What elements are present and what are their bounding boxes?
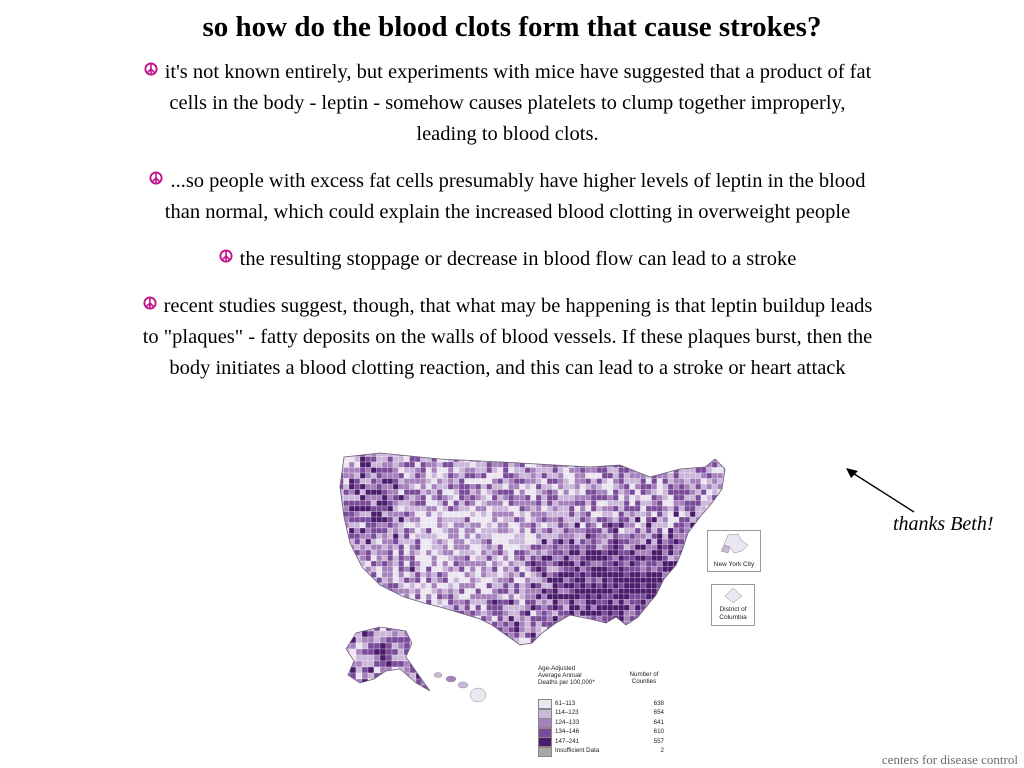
legend-range: 114–123 — [555, 709, 579, 716]
bullet-list — [140, 55, 875, 398]
legend-count: 610 — [653, 728, 664, 735]
peace-icon — [149, 164, 163, 178]
legend-count-header-line: Number of — [629, 671, 659, 678]
bullet-text: it's not known entirely, but experiments with mice have suggested that a product of fat cells in the body - leptin - somehow causes platelets to clump together improperly, leading to blood clots. — [164, 61, 872, 145]
legend-count-header-line: Counties — [631, 678, 657, 686]
legend-count: 641 — [653, 718, 664, 726]
bullet-item — [140, 164, 875, 228]
bullet-item — [140, 242, 875, 275]
legend-range: Insufficient Data — [555, 747, 600, 754]
nyc-label: New York City — [713, 561, 755, 568]
contiguous-us-counties — [338, 451, 734, 649]
legend-count: 557 — [653, 737, 664, 745]
legend-range: 147–241 — [555, 737, 580, 745]
bullet-item — [140, 55, 875, 150]
legend-title-line: Deaths per 100,000* — [538, 679, 595, 687]
legend-row — [538, 717, 678, 727]
bullet-text: the resulting stoppage or decrease in blood flow can lead to a stroke — [239, 248, 797, 270]
bullet-item — [140, 289, 875, 384]
peace-icon — [219, 242, 233, 256]
legend-row — [538, 736, 678, 746]
dc-label-line1: District of — [719, 606, 747, 613]
legend-row — [538, 746, 678, 756]
bullet-text: recent studies suggest, though, that what may be happening is that leptin buildup leads to "plaques" - fatty deposits on the walls of blood vessels. If these plaques burst, then the body initiates a blood clotting reaction, and this can lead to a stroke or heart attack — [142, 295, 873, 379]
source-credit: centers for disease control — [881, 752, 1018, 767]
legend-title — [538, 665, 600, 687]
legend-range: 134–146 — [555, 728, 580, 735]
alaska-map — [344, 625, 434, 697]
bullet-text: ...so people with excess fat cells presumably have higher levels of leptin in the blood than normal, which could explain the increased blood clotting in overweight people — [164, 170, 866, 223]
legend-range: 61–113 — [555, 699, 576, 707]
legend-row — [538, 727, 678, 737]
legend-swatch — [538, 747, 552, 757]
legend-title-line: Average Annual — [538, 672, 582, 680]
legend-row — [538, 708, 678, 718]
us-stroke-mortality-map — [320, 447, 795, 762]
peace-icon — [143, 289, 157, 303]
legend-count-header — [622, 671, 666, 685]
arrow-icon — [838, 460, 928, 520]
legend-count: 654 — [653, 709, 664, 716]
legend-row — [538, 698, 678, 708]
legend-count: 2 — [660, 747, 664, 754]
map-legend — [532, 665, 682, 761]
legend-count: 638 — [653, 699, 664, 707]
dc-inset-map — [712, 585, 754, 605]
thanks-note: thanks Beth! — [893, 513, 994, 535]
hawaii-map — [434, 673, 486, 703]
nyc-inset-map — [708, 531, 760, 559]
dc-label-line2: Columbia — [719, 614, 747, 621]
legend-title-line: Age-Adjusted — [538, 665, 576, 672]
legend-rows — [538, 698, 678, 755]
dc-inset — [711, 584, 755, 626]
legend-range: 124–133 — [555, 718, 580, 726]
peace-icon — [144, 55, 158, 69]
slide-title: so how do the blood clots form that cause strokes? — [202, 11, 822, 43]
nyc-inset — [707, 530, 761, 572]
